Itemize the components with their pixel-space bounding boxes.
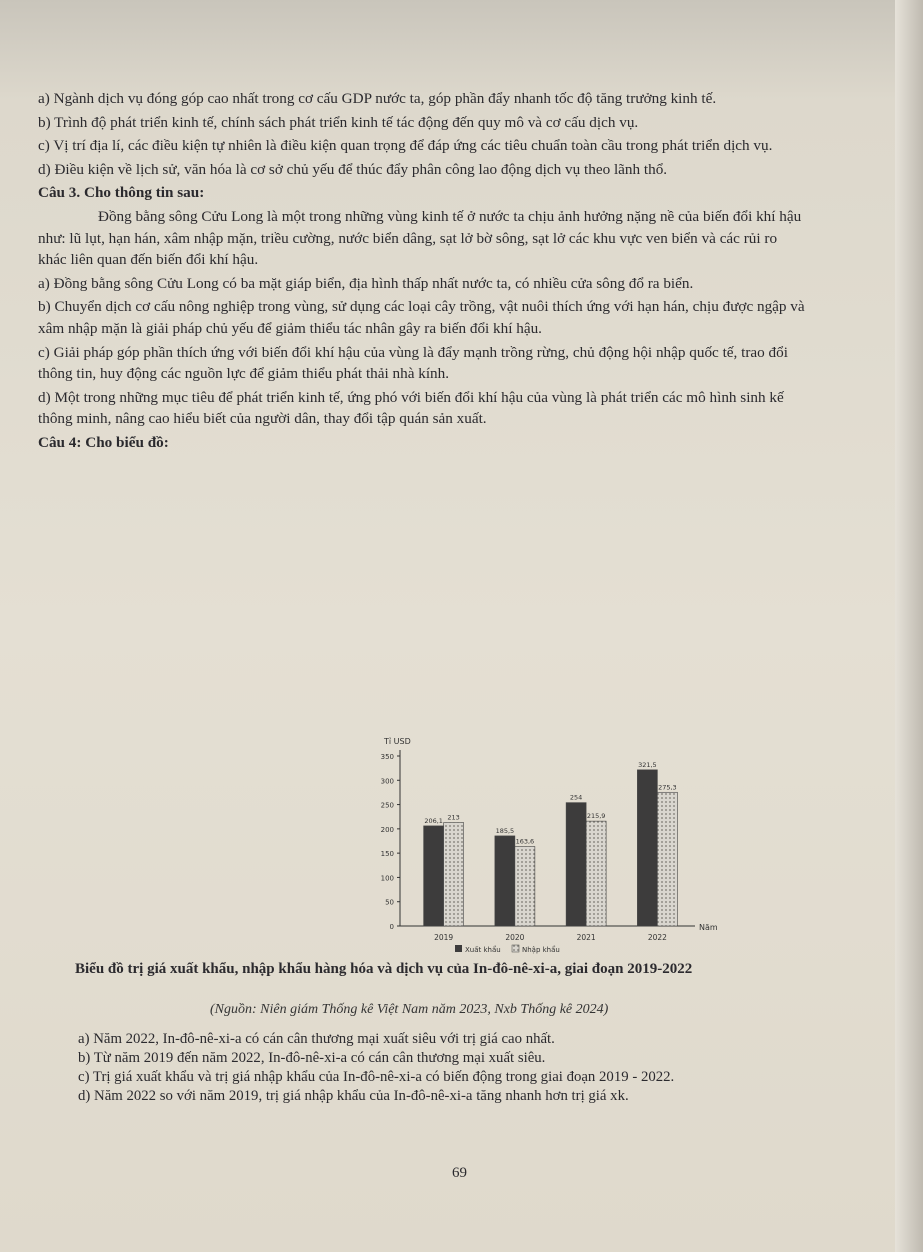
bar-value-label: 321,5: [638, 760, 657, 769]
y-tick-label: 300: [380, 777, 394, 786]
bar-export-2020: [495, 836, 515, 926]
legend-swatch-export: [455, 945, 462, 952]
x-tick-label: 2019: [434, 933, 454, 942]
bar-value-label: 215,9: [586, 812, 606, 821]
q2-option-b: b) Trình độ phát triển kinh tế, chính sách phát triển kinh tế tác động đến quy mô và cơ cấu dịch vụ.: [38, 113, 639, 131]
bar-import-2020: [515, 847, 535, 926]
chart-caption: Biểu đồ trị giá xuất khẩu, nhập khẩu hàng hóa và dịch vụ của In-đô-nê-xi-a, giai đoạn 2019-2022: [75, 961, 693, 977]
q2-option-c: c) Vị trí địa lí, các điều kiện tự nhiên là điều kiện quan trọng để đáp ứng các tiêu chuẩn toàn cầu trong phát triển dịch vụ.: [38, 137, 773, 155]
bar-export-2021: [566, 803, 586, 926]
q4-option-c: c) Trị giá xuất khẩu và trị giá nhập khẩu của In-đô-nê-xi-a có biến động trong giai đoạn 2019 - 2022.: [78, 1069, 675, 1085]
bar-import-2022: [657, 792, 677, 926]
q3-option-d: d) Một trong những mục tiêu để phát triển kinh tế, ứng phó với biến đổi khí hậu của vùng là phát triển các mô hình sinh kế thông minh, nâng cao hiểu biết của người dân, thay đổi tập quán sản xuất.: [38, 388, 784, 428]
q4-option-d: d) Năm 2022 so với năm 2019, trị giá nhập khẩu của In-đô-nê-xi-a tăng nhanh hơn trị giá xk.: [78, 1088, 629, 1104]
bar-value-label: 206,1: [424, 816, 443, 825]
bar-value-label: 254: [569, 793, 583, 802]
q3-passage: Đồng bằng sông Cửu Long là một trong những vùng kinh tế ở nước ta chịu ảnh hưởng nặng nề của biến đổi khí hậu như: lũ lụt, hạn hán, xâm nhập mặn, triều cường, nước biển dâng, sạt lở bờ sông, sạt lở các khu vực ven biển và các rủi ro khác liên quan đến biến đổi khí hậu.: [38, 207, 802, 269]
y-tick-label: 350: [380, 753, 394, 761]
y-tick-label: 200: [380, 825, 394, 834]
bar-chart: [360, 728, 720, 958]
bar-value-label: 275,3: [658, 783, 677, 792]
legend-label-export: Xuất khẩu: [465, 946, 501, 954]
q2-option-a: a) Ngành dịch vụ đóng góp cao nhất trong cơ cấu GDP nước ta, góp phần đẩy nhanh tốc độ tăng trưởng kinh tế.: [38, 90, 717, 107]
legend-swatch-import: [512, 945, 519, 952]
chart: [360, 728, 720, 958]
legend-label-import: Nhập khẩu: [522, 946, 560, 954]
bar-value-label: 213: [447, 813, 460, 822]
x-tick-label: 2020: [505, 933, 525, 942]
bar-value-label: 185,5: [495, 826, 515, 835]
q4-options: [78, 1030, 818, 1106]
q3-option-c: c) Giải pháp góp phần thích ứng với biến đổi khí hậu của vùng là đẩy mạnh trồng rừng, chủ động hội nhập quốc tế, trao đổi thông tin, huy động các nguồn lực để giảm thiểu phát thải nhà kính.: [38, 343, 788, 383]
bar-export-2022: [637, 770, 657, 926]
y-tick-label: 50: [385, 898, 394, 907]
x-tick-label: 2021: [576, 933, 596, 942]
q3-option-b: b) Chuyển dịch cơ cấu nông nghiệp trong vùng, sử dụng các loại cây trồng, vật nuôi thích ứng với hạn hán, chịu được ngập và xâm nhập mặn là giải pháp chủ yếu để giảm thiểu tác nhân gây ra biến đổi khí hậu.: [38, 298, 805, 337]
page-edge: [895, 0, 923, 1252]
y-tick-label: 0: [389, 923, 394, 931]
bar-export-2019: [424, 826, 444, 926]
bar-import-2019: [444, 823, 464, 926]
q4-title: Câu 4: Cho biểu đồ:: [38, 433, 169, 451]
x-tick-label: 2022: [647, 933, 667, 942]
x-axis-label: Năm: [699, 923, 718, 932]
chart-source: (Nguồn: Niên giám Thống kê Việt Nam năm 2023, Nxb Thống kê 2024): [210, 1002, 609, 1017]
y-axis-label: Tỉ USD: [384, 737, 411, 746]
q4-option-b: b) Từ năm 2019 đến năm 2022, In-đô-nê-xi-a có cán cân thương mại xuất siêu.: [78, 1050, 546, 1066]
page-number: 69: [452, 1165, 467, 1181]
body-text: [38, 88, 808, 456]
y-tick-label: 100: [380, 874, 394, 883]
q3-option-a: a) Đồng bằng sông Cửu Long có ba mặt giáp biển, địa hình thấp nhất nước ta, có nhiều cửa sông đổ ra biển.: [38, 274, 694, 292]
q2-option-d: d) Điều kiện về lịch sử, văn hóa là cơ sở chủ yếu để thúc đẩy phân công lao động dịch vụ theo lãnh thổ.: [38, 160, 668, 178]
bar-value-label: 163,6: [515, 837, 535, 846]
bar-import-2021: [586, 821, 606, 926]
y-tick-label: 150: [380, 850, 394, 859]
q4-option-a: a) Năm 2022, In-đô-nê-xi-a có cán cân thương mại xuất siêu với trị giá cao nhất.: [78, 1031, 555, 1047]
q3-title: Câu 3. Cho thông tin sau:: [38, 184, 205, 202]
y-tick-label: 250: [380, 801, 394, 810]
